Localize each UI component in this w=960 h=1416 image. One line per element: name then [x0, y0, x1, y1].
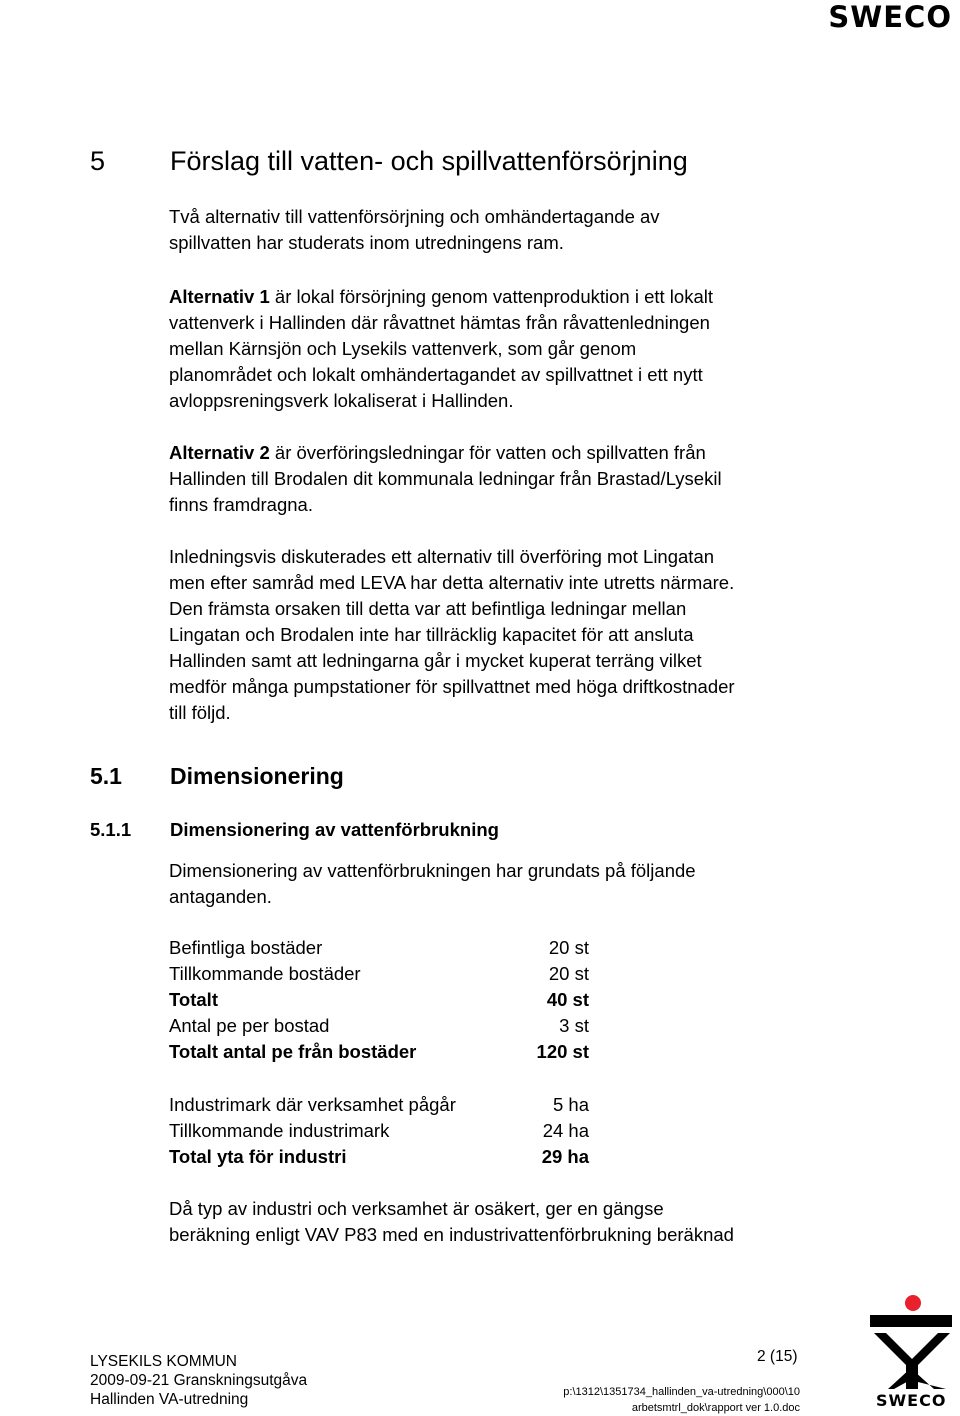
text-line: antaganden.: [169, 886, 272, 907]
paragraph-intro: [169, 204, 660, 256]
sweco-logo-footer: SWECO: [876, 1391, 947, 1410]
text-line: spillvatten har studerats inom utredningens ram.: [169, 232, 564, 253]
text-line: medför många pumpstationer för spillvattnet med höga driftkostnader: [169, 676, 735, 697]
text-line: men efter samråd med LEVA har detta alternativ inte utretts närmare.: [169, 572, 735, 593]
row-value: 40 st: [546, 989, 589, 1010]
section-5-1-heading: [90, 763, 344, 790]
text-line: Hallinden samt att ledningarna går i mycket kuperat terräng vilket: [169, 650, 702, 671]
footer-line: Hallinden VA-utredning: [90, 1391, 249, 1408]
paragraph-inledningsvis: [169, 544, 735, 726]
sweco-emblem-icon: [868, 1293, 954, 1389]
paragraph-industri: [169, 1196, 734, 1248]
row-label: Totalt antal pe från bostäder: [169, 1041, 417, 1062]
section-5-heading: [90, 146, 688, 177]
path-line: arbetsmtrl_dok\rapport ver 1.0.doc: [631, 1402, 800, 1414]
text-line: till följd.: [169, 702, 231, 723]
section-5-1-number: 5.1: [90, 763, 122, 789]
text-line: [169, 440, 722, 466]
alternativ-1-label: Alternativ 1: [169, 286, 270, 307]
text-span: är lokal försörjning genom vattenproduktion i ett lokalt: [269, 286, 713, 307]
section-5-title: Förslag till vatten- och spillvattenförsörjning: [170, 146, 688, 176]
row-label: Befintliga bostäder: [169, 937, 323, 958]
paragraph-alternativ-2: [169, 440, 722, 518]
text-line: planområdet och lokalt omhändertagandet av spillvattnet i ett nytt: [169, 364, 703, 385]
section-5-1-title: Dimensionering: [170, 763, 344, 789]
row-label: Industrimark där verksamhet pågår: [169, 1094, 456, 1115]
text-line: avloppsreningsverk lokaliserat i Hallinden.: [169, 390, 514, 411]
text-line: vattenverk i Hallinden där råvattnet hämtas från råvattenledningen: [169, 312, 710, 333]
text-line: Då typ av industri och verksamhet är osäkert, ger en gängse: [169, 1198, 664, 1219]
alternativ-2-label: Alternativ 2: [169, 442, 270, 463]
row-value: 24 ha: [542, 1120, 589, 1141]
section-5-1-1-title: Dimensionering av vattenförbrukning: [170, 819, 499, 840]
text-line: Två alternativ till vattenförsörjning och omhändertagande av: [169, 206, 660, 227]
text-line: Dimensionering av vattenförbrukningen har grundats på följande: [169, 860, 696, 881]
text-line: beräkning enligt VAV P83 med en industrivattenförbrukning beräknad: [169, 1224, 734, 1245]
text-line: [169, 284, 713, 310]
section-5-1-1-number: 5.1.1: [90, 819, 132, 840]
page-number: 2 (15): [757, 1348, 798, 1365]
row-label: Tillkommande bostäder: [169, 963, 361, 984]
row-value: 5 ha: [552, 1094, 589, 1115]
sweco-logo-header: SWECO: [828, 0, 952, 34]
text-line: Den främsta orsaken till detta var att befintliga ledningar mellan: [169, 598, 687, 619]
row-value: 20 st: [548, 963, 589, 984]
section-5-1-1-heading: [90, 819, 499, 841]
text-line: Hallinden till Brodalen dit kommunala ledningar från Brastad/Lysekil: [169, 468, 722, 489]
file-path: [545, 1384, 800, 1416]
paragraph-dimensionering: [169, 858, 696, 910]
text-line: finns framdragna.: [169, 494, 313, 515]
row-value: 29 ha: [541, 1146, 589, 1167]
text-line: Lingatan och Brodalen inte har tillräcklig kapacitet för att ansluta: [169, 624, 694, 645]
footer-line: LYSEKILS KOMMUN: [90, 1353, 238, 1370]
text-line: Inledningsvis diskuterades ett alternativ till överföring mot Lingatan: [169, 546, 715, 567]
section-5-number: 5: [90, 146, 106, 176]
text-line: mellan Kärnsjön och Lysekils vattenverk, som går genom: [169, 338, 637, 359]
row-value: 3 st: [559, 1015, 589, 1036]
row-value: 20 st: [548, 937, 589, 958]
text-span: är överföringsledningar för vatten och spillvatten från: [269, 442, 706, 463]
row-label: Totalt: [169, 989, 218, 1010]
row-label: Tillkommande industrimark: [169, 1120, 390, 1141]
paragraph-alternativ-1: [169, 284, 713, 414]
row-label: Antal pe per bostad: [169, 1015, 330, 1036]
row-label: Total yta för industri: [169, 1146, 347, 1167]
footer-line: 2009-09-21 Granskningsutgåva: [90, 1372, 308, 1389]
row-value: 120 st: [536, 1041, 589, 1062]
path-line: p:\1312\1351734_hallinden_va-utredning\000\10: [563, 1386, 800, 1398]
footer-info: [90, 1352, 307, 1409]
